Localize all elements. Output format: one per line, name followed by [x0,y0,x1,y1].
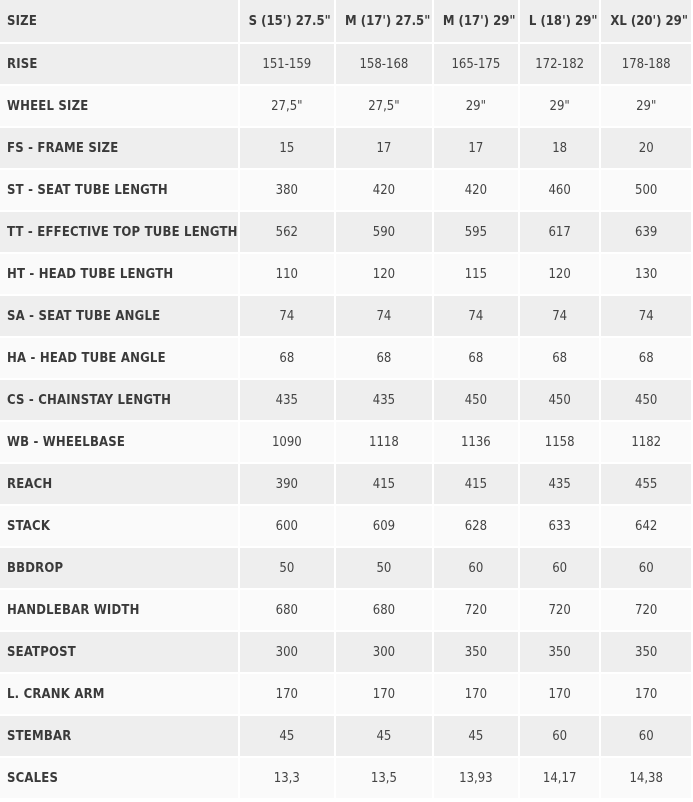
table-row [0,632,693,674]
table-cell: 18 [520,128,601,170]
table-cell: 60 [601,548,693,590]
table-row [0,422,693,464]
table-cell: 170 [601,674,693,716]
table-row [0,674,693,716]
table-cell: 13,5 [336,758,434,800]
table-cell: 350 [601,632,693,674]
table-row [0,590,693,632]
table-cell: 115 [434,254,520,296]
size-column-header: M (17') 29" [434,0,520,44]
table-cell: 435 [336,380,434,422]
size-column-header: XL (20') 29" [601,0,693,44]
row-label: TT - EFFECTIVE TOP TUBE LENGTH [0,212,240,254]
table-cell: 74 [434,296,520,338]
table-cell: 172-182 [520,44,601,86]
table-cell: 13,3 [240,758,336,800]
table-row [0,338,693,380]
table-cell: 29" [434,86,520,128]
table-cell: 130 [601,254,693,296]
row-label: L. CRANK ARM [0,674,240,716]
table-cell: 1136 [434,422,520,464]
table-cell: 460 [520,170,601,212]
size-column-header: M (17') 27.5" [336,0,434,44]
row-label: SCALES [0,758,240,800]
table-cell: 74 [601,296,693,338]
table-cell: 17 [336,128,434,170]
table-cell: 720 [434,590,520,632]
size-column-header: L (18') 29" [520,0,601,44]
table-cell: 45 [434,716,520,758]
row-label: STEMBAR [0,716,240,758]
table-cell: 45 [336,716,434,758]
table-cell: 50 [336,548,434,590]
table-cell: 27,5" [336,86,434,128]
table-cell: 562 [240,212,336,254]
table-cell: 110 [240,254,336,296]
table-row [0,44,693,86]
table-row [0,254,693,296]
table-cell: 435 [240,380,336,422]
table-cell: 420 [434,170,520,212]
table-cell: 1182 [601,422,693,464]
table-cell: 14,38 [601,758,693,800]
table-cell: 1090 [240,422,336,464]
table-cell: 680 [336,590,434,632]
table-cell: 415 [434,464,520,506]
table-cell: 420 [336,170,434,212]
table-cell: 450 [601,380,693,422]
table-cell: 628 [434,506,520,548]
table-cell: 60 [520,716,601,758]
table-cell: 350 [434,632,520,674]
table-row [0,86,693,128]
size-column-header: S (15') 27.5" [240,0,336,44]
geometry-table-body [0,44,693,800]
table-cell: 170 [240,674,336,716]
table-cell: 120 [336,254,434,296]
row-label: SEATPOST [0,632,240,674]
table-cell: 17 [434,128,520,170]
table-cell: 350 [520,632,601,674]
row-label: RISE [0,44,240,86]
table-cell: 27,5" [240,86,336,128]
table-cell: 74 [240,296,336,338]
table-cell: 170 [434,674,520,716]
table-cell: 14,17 [520,758,601,800]
size-header-label: SIZE [0,0,240,44]
table-row [0,170,693,212]
row-label: CS - CHAINSTAY LENGTH [0,380,240,422]
table-row [0,548,693,590]
table-cell: 13,93 [434,758,520,800]
row-label: HA - HEAD TUBE ANGLE [0,338,240,380]
table-cell: 120 [520,254,601,296]
table-cell: 68 [240,338,336,380]
table-cell: 68 [520,338,601,380]
table-cell: 720 [601,590,693,632]
table-cell: 720 [520,590,601,632]
table-cell: 680 [240,590,336,632]
table-cell: 600 [240,506,336,548]
row-label: FS - FRAME SIZE [0,128,240,170]
table-cell: 20 [601,128,693,170]
table-cell: 455 [601,464,693,506]
table-row [0,380,693,422]
row-label: ST - SEAT TUBE LENGTH [0,170,240,212]
header-row [0,0,693,44]
row-label: STACK [0,506,240,548]
table-cell: 45 [240,716,336,758]
row-label: HANDLEBAR WIDTH [0,590,240,632]
row-label: BBDROP [0,548,240,590]
table-cell: 415 [336,464,434,506]
table-row [0,464,693,506]
table-cell: 50 [240,548,336,590]
table-cell: 158-168 [336,44,434,86]
table-cell: 595 [434,212,520,254]
table-cell: 1158 [520,422,601,464]
table-row [0,716,693,758]
table-cell: 60 [434,548,520,590]
row-label: WHEEL SIZE [0,86,240,128]
table-row [0,212,693,254]
table-cell: 29" [520,86,601,128]
table-cell: 450 [434,380,520,422]
table-row [0,758,693,800]
table-cell: 165-175 [434,44,520,86]
table-cell: 300 [336,632,434,674]
table-cell: 380 [240,170,336,212]
table-cell: 74 [520,296,601,338]
row-label: WB - WHEELBASE [0,422,240,464]
table-row [0,506,693,548]
table-cell: 435 [520,464,601,506]
table-row [0,128,693,170]
table-cell: 300 [240,632,336,674]
table-cell: 1118 [336,422,434,464]
table-cell: 60 [520,548,601,590]
table-cell: 151-159 [240,44,336,86]
table-cell: 68 [434,338,520,380]
table-cell: 639 [601,212,693,254]
row-label: REACH [0,464,240,506]
table-cell: 633 [520,506,601,548]
table-cell: 450 [520,380,601,422]
row-label: HT - HEAD TUBE LENGTH [0,254,240,296]
table-cell: 390 [240,464,336,506]
table-cell: 170 [520,674,601,716]
table-cell: 609 [336,506,434,548]
table-cell: 590 [336,212,434,254]
table-cell: 178-188 [601,44,693,86]
table-cell: 68 [336,338,434,380]
row-label: SA - SEAT TUBE ANGLE [0,296,240,338]
table-cell: 68 [601,338,693,380]
table-cell: 29" [601,86,693,128]
table-cell: 500 [601,170,693,212]
table-cell: 15 [240,128,336,170]
table-cell: 617 [520,212,601,254]
table-cell: 74 [336,296,434,338]
table-cell: 170 [336,674,434,716]
table-row [0,296,693,338]
table-cell: 642 [601,506,693,548]
table-cell: 60 [601,716,693,758]
